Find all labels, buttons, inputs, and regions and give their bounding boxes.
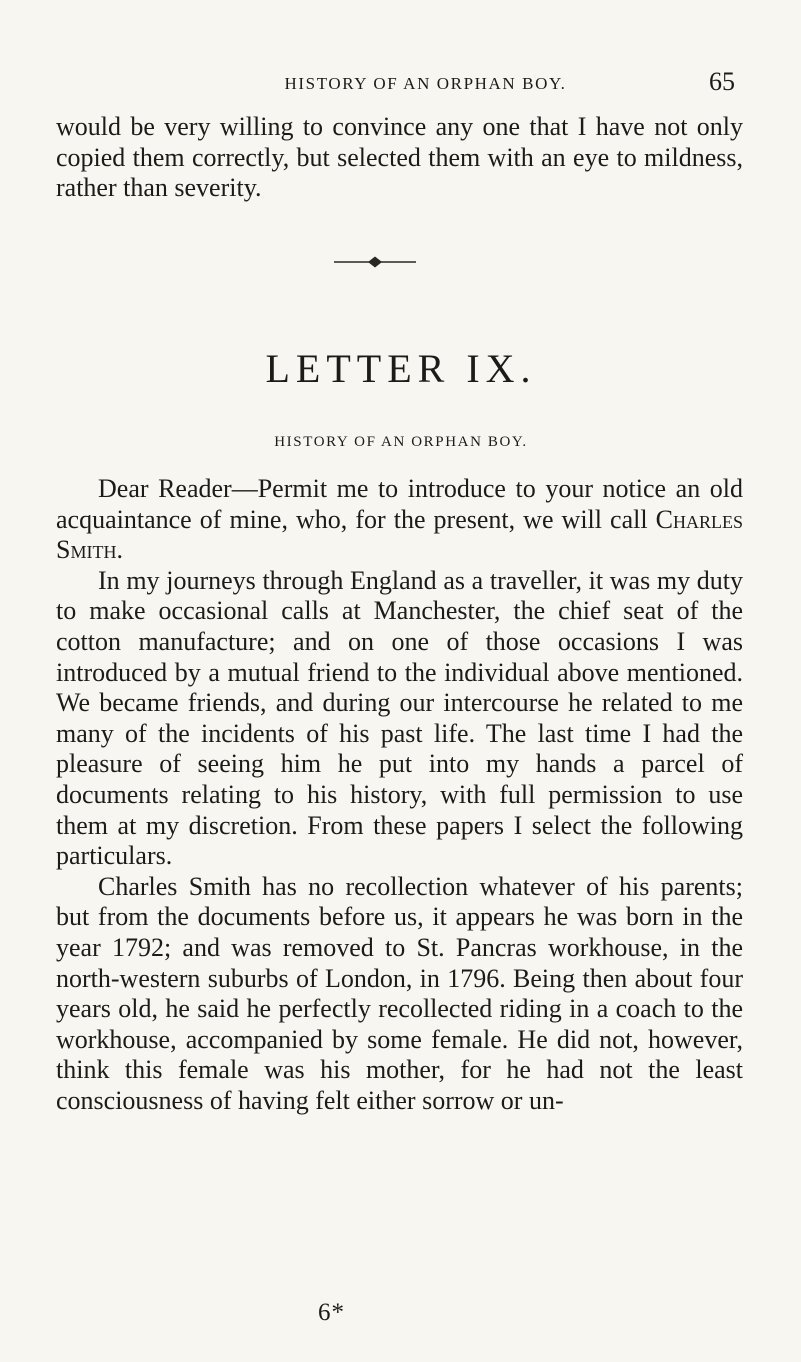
letter-heading: LETTER IX.: [265, 346, 537, 391]
signature-mark: 6*: [318, 1299, 345, 1326]
page-number: 65: [709, 67, 735, 96]
body-text: [56, 474, 743, 1116]
person-name: Charles Smith.: [56, 504, 743, 565]
letter-subheading: HISTORY OF AN ORPHAN BOY.: [274, 434, 528, 450]
opening-paragraph: would be very willing to convince any one that I have not only copied them correctly, but selected them with an eye to mildness, rather than severity.: [56, 112, 743, 202]
diamond-rule-icon: [334, 255, 416, 269]
paragraph-intro-text: Dear Reader—Permit me to introduce to your notice an old acquaintance of mine, who, for the present, we will call: [56, 474, 743, 534]
paragraph: Charles Smith has no recollection whatever of his parents; but from the documents before us, it appears he was born in the year 1792; and was removed to St. Pancras workhouse, in the north-western suburbs of London, in 1796. Being then about four years old, he said he perfectly recollected riding in a coach to the workhouse, accompanied by some female. He did not, however, think this female was his mother, for he had not the least consciousness of having felt either sorrow or un-: [56, 871, 743, 1115]
paragraph: [56, 474, 743, 566]
paragraph: In my journeys through England as a traveller, it was my duty to make occasional calls at Manchester, the chief seat of the cotton manufacture; and on one of those occasions I was introduced by a mutual friend to the individual above mentioned. We became friends, and during our intercourse he related to me many of the incidents of his past life. The last time I had the pleasure of seeing him he put into my hands a parcel of documents relating to his history, with full permission to use them at my discretion. From these papers I select the following particulars.: [56, 565, 743, 871]
running-header: HISTORY OF AN ORPHAN BOY.: [284, 74, 567, 93]
